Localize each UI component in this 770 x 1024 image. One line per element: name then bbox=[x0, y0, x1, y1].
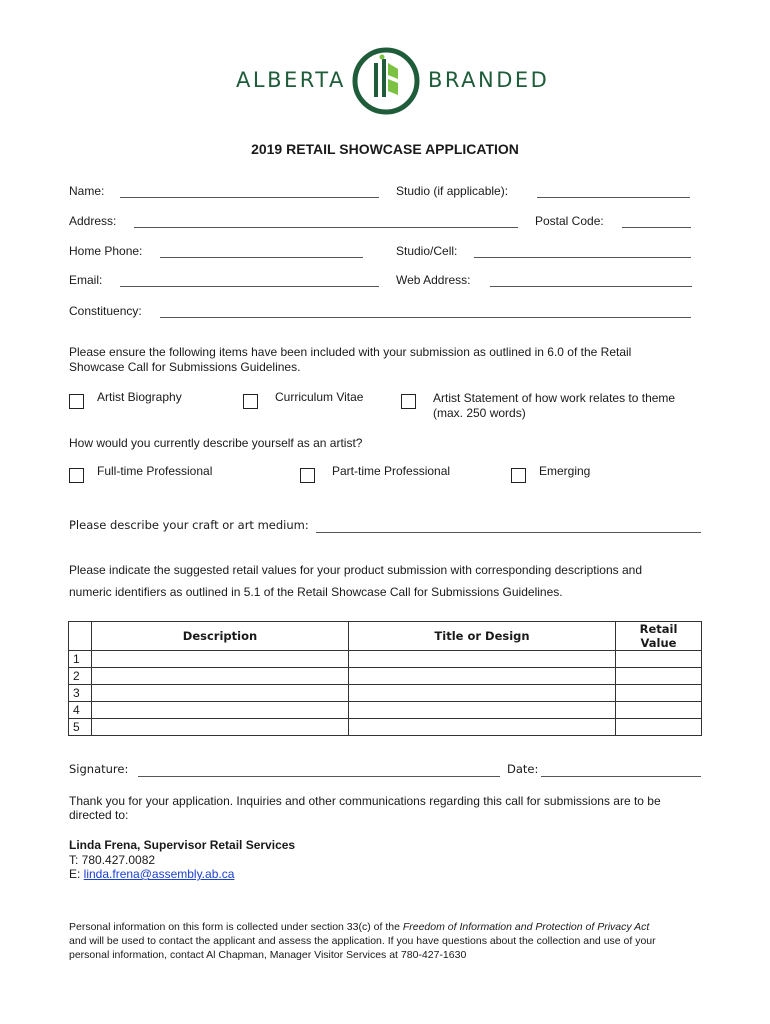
studio-cell-label: Studio/Cell: bbox=[396, 244, 458, 258]
name-label: Name: bbox=[69, 184, 105, 198]
privacy-notice bbox=[69, 920, 709, 962]
table-header-description: Description bbox=[92, 622, 349, 651]
thanks-line1: Thank you for your application. Inquiries and other communications regarding this call for submissions are to be bbox=[69, 794, 661, 808]
web-address-field[interactable] bbox=[490, 286, 692, 287]
contact-phone: T: 780.427.0082 bbox=[69, 853, 156, 867]
craft-label: Please describe your craft or art medium: bbox=[69, 518, 309, 532]
table-row bbox=[69, 702, 702, 719]
table-header-retail-value: Retail Value bbox=[616, 622, 702, 651]
retail-value-cell[interactable] bbox=[616, 651, 702, 668]
web-address-label: Web Address: bbox=[396, 273, 471, 287]
studio-label: Studio (if applicable): bbox=[396, 184, 509, 198]
retail-table bbox=[68, 621, 702, 736]
description-cell[interactable] bbox=[92, 651, 349, 668]
table-row bbox=[69, 685, 702, 702]
row-number: 4 bbox=[69, 702, 92, 719]
retail-value-cell[interactable] bbox=[616, 702, 702, 719]
contact-email-link[interactable]: linda.frena@assembly.ab.ca bbox=[83, 867, 235, 881]
thanks-line2: directed to: bbox=[69, 808, 129, 822]
contact-email-line bbox=[69, 867, 234, 881]
constituency-label: Constituency: bbox=[69, 304, 142, 318]
artist-statement-label: Artist Statement of how work relates to theme bbox=[433, 391, 676, 405]
curriculum-vitae-label: Curriculum Vitae bbox=[275, 390, 364, 404]
curriculum-vitae-checkbox[interactable] bbox=[243, 394, 258, 409]
title-cell[interactable] bbox=[349, 651, 616, 668]
contact-name: Linda Frena, Supervisor Retail Services bbox=[69, 838, 296, 852]
emerging-checkbox[interactable] bbox=[511, 468, 526, 483]
logo-text-alberta: ALBERTA bbox=[236, 68, 346, 92]
privacy-line1-text: Personal information on this form is collected under section 33(c) of the bbox=[69, 921, 403, 933]
privacy-line2: and will be used to contact the applicant and assess the application. If you have questions about the collection and use of your bbox=[69, 935, 656, 947]
row-number: 2 bbox=[69, 668, 92, 685]
title-cell[interactable] bbox=[349, 702, 616, 719]
table-header-title: Title or Design bbox=[349, 622, 616, 651]
craft-field[interactable] bbox=[316, 532, 701, 533]
privacy-line1 bbox=[69, 920, 709, 934]
table-row bbox=[69, 668, 702, 685]
artist-biography-checkbox[interactable] bbox=[69, 394, 84, 409]
title-cell[interactable] bbox=[349, 719, 616, 736]
artist-statement-note: (max. 250 words) bbox=[433, 406, 526, 420]
row-number: 5 bbox=[69, 719, 92, 736]
full-time-checkbox[interactable] bbox=[69, 468, 84, 483]
contact-email-prefix: E: bbox=[69, 867, 84, 881]
checklist-intro: Please ensure the following items have been included with your submission as outlined in 6.0 of the Retail Showcase Call for Submissions Guidelines. bbox=[69, 345, 632, 374]
signature-field[interactable] bbox=[138, 776, 500, 777]
postal-code-label: Postal Code: bbox=[535, 214, 604, 228]
name-field[interactable] bbox=[120, 197, 379, 198]
table-row bbox=[69, 651, 702, 668]
full-time-label: Full-time Professional bbox=[97, 464, 213, 478]
title-cell[interactable] bbox=[349, 668, 616, 685]
home-phone-field[interactable] bbox=[160, 257, 363, 258]
signature-label: Signature: bbox=[69, 762, 129, 776]
address-label: Address: bbox=[69, 214, 117, 228]
artist-type-question: How would you currently describe yourself as an artist? bbox=[69, 436, 363, 450]
row-number: 3 bbox=[69, 685, 92, 702]
date-field[interactable] bbox=[541, 776, 701, 777]
logo-text-branded: BRANDED bbox=[428, 68, 550, 92]
retail-value-cell[interactable] bbox=[616, 668, 702, 685]
postal-code-field[interactable] bbox=[622, 227, 691, 228]
artist-biography-label: Artist Biography bbox=[97, 390, 182, 404]
logo-emblem-icon bbox=[352, 45, 420, 117]
table-row bbox=[69, 719, 702, 736]
date-label: Date: bbox=[507, 762, 539, 776]
table-header-number bbox=[69, 622, 92, 651]
email-label: Email: bbox=[69, 273, 103, 287]
part-time-label: Part-time Professional bbox=[332, 464, 451, 478]
retail-value-cell[interactable] bbox=[616, 719, 702, 736]
part-time-checkbox[interactable] bbox=[300, 468, 315, 483]
privacy-line3: personal information, contact Al Chapman, Manager Visitor Services at 780-427-1630 bbox=[69, 949, 467, 961]
retail-intro-line2: numeric identifiers as outlined in 5.1 of the Retail Showcase Call for Submissions Guidelines. bbox=[69, 585, 563, 599]
title-cell[interactable] bbox=[349, 685, 616, 702]
home-phone-label: Home Phone: bbox=[69, 244, 143, 258]
table-header-row bbox=[69, 622, 702, 651]
row-number: 1 bbox=[69, 651, 92, 668]
retail-value-cell[interactable] bbox=[616, 685, 702, 702]
description-cell[interactable] bbox=[92, 668, 349, 685]
description-cell[interactable] bbox=[92, 719, 349, 736]
artist-statement-checkbox[interactable] bbox=[401, 394, 416, 409]
privacy-act-name: Freedom of Information and Protection of Privacy Act bbox=[402, 921, 650, 933]
studio-field[interactable] bbox=[537, 197, 690, 198]
email-field[interactable] bbox=[120, 286, 379, 287]
emerging-label: Emerging bbox=[539, 464, 591, 478]
description-cell[interactable] bbox=[92, 685, 349, 702]
constituency-field[interactable] bbox=[160, 317, 691, 318]
address-field[interactable] bbox=[134, 227, 518, 228]
description-cell[interactable] bbox=[92, 702, 349, 719]
retail-intro-line1: Please indicate the suggested retail values for your product submission with corresponding descriptions and bbox=[69, 563, 642, 577]
studio-cell-field[interactable] bbox=[474, 257, 691, 258]
page-title: 2019 RETAIL SHOWCASE APPLICATION bbox=[251, 141, 519, 157]
